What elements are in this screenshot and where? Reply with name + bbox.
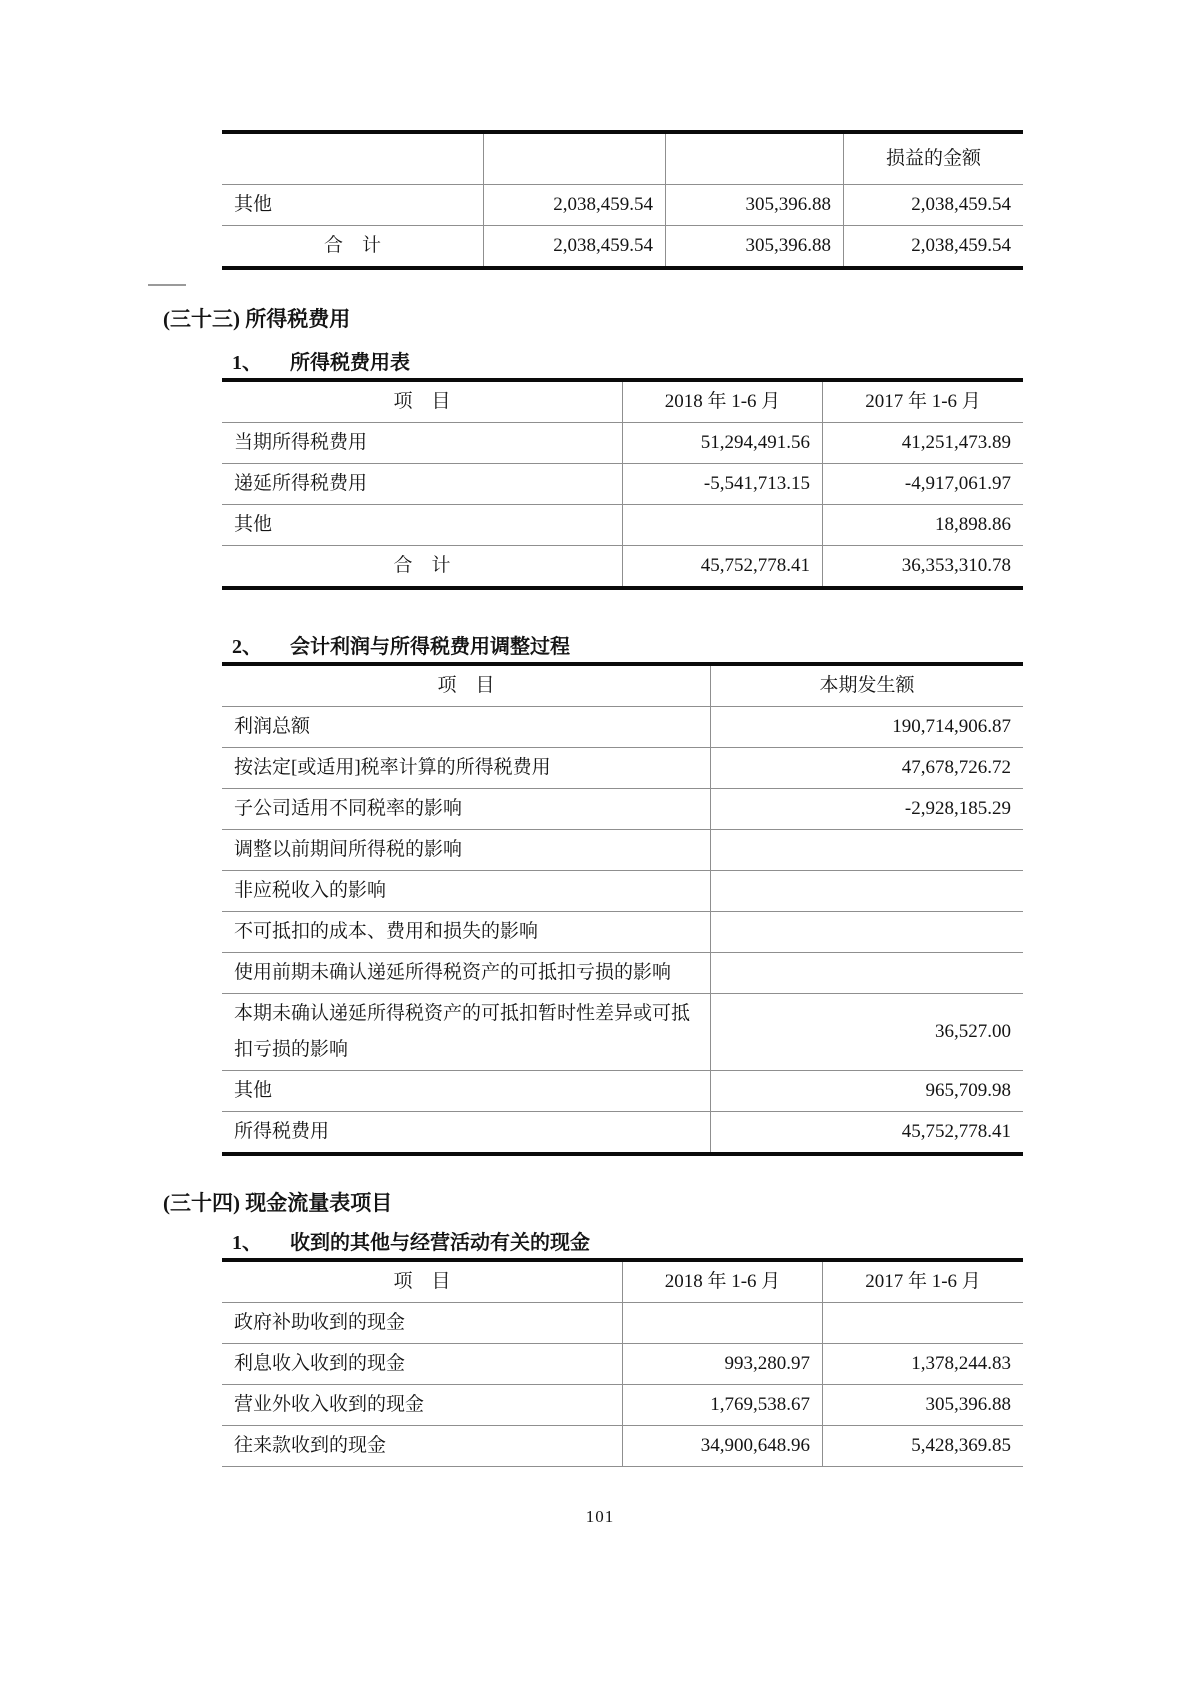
cell-value: [711, 830, 1023, 870]
row-label: 当期所得税费用: [222, 423, 623, 463]
row-label: 其他: [222, 1071, 711, 1111]
cell-value: 5,428,369.85: [911, 1435, 1011, 1456]
cell-value: 2,038,459.54: [484, 185, 666, 225]
cell-value: 305,396.88: [925, 1394, 1011, 1415]
subsection-title: 所得税费用表: [290, 352, 410, 374]
section-33-heading: (三十三) 所得税费用: [163, 307, 351, 331]
table-row: [222, 1426, 1023, 1466]
table-row: [222, 1303, 1023, 1344]
table-header-row: [222, 134, 1023, 185]
table-row: [222, 871, 1023, 912]
subsection-number: 1、: [232, 1232, 262, 1254]
column-header: 项 目: [222, 666, 711, 706]
row-label: 利润总额: [222, 707, 711, 747]
cell-value: 1,378,244.83: [911, 1353, 1011, 1374]
cell-value: [711, 912, 1023, 952]
cell-value: -2,928,185.29: [904, 798, 1011, 819]
cell-value: 34,900,648.96: [623, 1426, 823, 1466]
column-header: 项 目: [222, 1262, 623, 1302]
table-header-row: [222, 1262, 1023, 1303]
table-row: [222, 464, 1023, 505]
cell-value: [823, 1303, 1023, 1343]
row-label: 合 计: [222, 546, 623, 586]
row-label: 其他: [222, 505, 623, 545]
table-row: [222, 953, 1023, 994]
table-header-row: [222, 382, 1023, 423]
cell-value: 2,038,459.54: [911, 235, 1011, 256]
column-header: 2017 年 1-6 月: [865, 1271, 981, 1292]
column-header: 2017 年 1-6 月: [865, 391, 981, 412]
column-header: [484, 134, 666, 184]
row-label: 递延所得税费用: [222, 464, 623, 504]
cell-value: [623, 505, 823, 545]
table-header-row: [222, 666, 1023, 707]
cell-value: 47,678,726.72: [901, 757, 1011, 778]
table-row: [222, 1344, 1023, 1385]
cell-value: 36,353,310.78: [901, 555, 1011, 576]
row-label: 非应税收入的影响: [222, 871, 711, 911]
cell-value: 305,396.88: [666, 226, 844, 266]
row-label: 按法定[或适用]税率计算的所得税费用: [222, 748, 711, 788]
row-label: 所得税费用: [222, 1112, 711, 1152]
row-label: 往来款收到的现金: [222, 1426, 623, 1466]
table-row: [222, 707, 1023, 748]
column-header: 2018 年 1-6 月: [623, 1262, 823, 1302]
table-row: [222, 830, 1023, 871]
table-row: [222, 546, 1023, 586]
table-row: [222, 748, 1023, 789]
table-row: [222, 505, 1023, 546]
column-header: 项 目: [222, 382, 623, 422]
cell-value: -5,541,713.15: [623, 464, 823, 504]
table-row: [222, 789, 1023, 830]
cell-value: 45,752,778.41: [901, 1121, 1011, 1142]
subsection-title: 收到的其他与经营活动有关的现金: [290, 1232, 590, 1254]
cell-value: 45,752,778.41: [623, 546, 823, 586]
cell-value: 2,038,459.54: [911, 194, 1011, 215]
cell-value: 41,251,473.89: [901, 432, 1011, 453]
table-row: [222, 1112, 1023, 1152]
section-34-heading: (三十四) 现金流量表项目: [163, 1191, 393, 1215]
cell-value: 18,898.86: [935, 514, 1011, 535]
subsection-number: 1、: [232, 352, 262, 374]
row-label: 政府补助收到的现金: [222, 1303, 623, 1343]
cell-value: 190,714,906.87: [892, 716, 1011, 737]
cell-value: [623, 1303, 823, 1343]
cell-value: 965,709.98: [925, 1080, 1011, 1101]
cell-value: 2,038,459.54: [484, 226, 666, 266]
gains-losses-continuation-table: [222, 130, 1023, 270]
page-number: 101: [585, 1507, 615, 1526]
subsection-title: 会计利润与所得税费用调整过程: [290, 636, 570, 658]
column-header: 损益的金额: [885, 148, 981, 169]
accounting-profit-tax-adjustment-table: [222, 662, 1023, 1156]
table-row: [222, 1071, 1023, 1112]
table-row: [222, 994, 1023, 1071]
margin-dash-line: [148, 284, 186, 286]
cell-value: -4,917,061.97: [904, 473, 1011, 494]
table-row: [222, 185, 1023, 226]
subsection-33-1-heading: [232, 350, 1200, 376]
table-row: [222, 423, 1023, 464]
cell-value: [711, 953, 1023, 993]
other-operating-cash-received-table: [222, 1258, 1023, 1467]
cell-value: 51,294,491.56: [623, 423, 823, 463]
row-label: 其他: [222, 185, 484, 225]
table-row: [222, 226, 1023, 266]
cell-value: 1,769,538.67: [623, 1385, 823, 1425]
row-label: 子公司适用不同税率的影响: [222, 789, 711, 829]
subsection-33-2-heading: [232, 634, 1200, 660]
cell-value: 36,527.00: [935, 1021, 1011, 1042]
subsection-34-1-heading: [232, 1230, 1200, 1256]
row-label: 营业外收入收到的现金: [222, 1385, 623, 1425]
column-header: 本期发生额: [819, 675, 915, 696]
cell-value: [711, 871, 1023, 911]
cell-value: 993,280.97: [623, 1344, 823, 1384]
table-row: [222, 1385, 1023, 1426]
row-label: 合 计: [222, 226, 484, 266]
row-label: 调整以前期间所得税的影响: [222, 830, 711, 870]
row-label: 不可抵扣的成本、费用和损失的影响: [222, 912, 711, 952]
column-header: [666, 134, 844, 184]
income-tax-expense-table: [222, 378, 1023, 590]
row-label: 利息收入收到的现金: [222, 1344, 623, 1384]
row-label: 本期未确认递延所得税资产的可抵扣暂时性差异或可抵扣亏损的影响: [222, 994, 711, 1070]
column-header: [222, 134, 484, 184]
cell-value: 305,396.88: [666, 185, 844, 225]
table-row: [222, 912, 1023, 953]
subsection-number: 2、: [232, 636, 262, 658]
row-label: 使用前期未确认递延所得税资产的可抵扣亏损的影响: [222, 953, 711, 993]
column-header: 2018 年 1-6 月: [623, 382, 823, 422]
